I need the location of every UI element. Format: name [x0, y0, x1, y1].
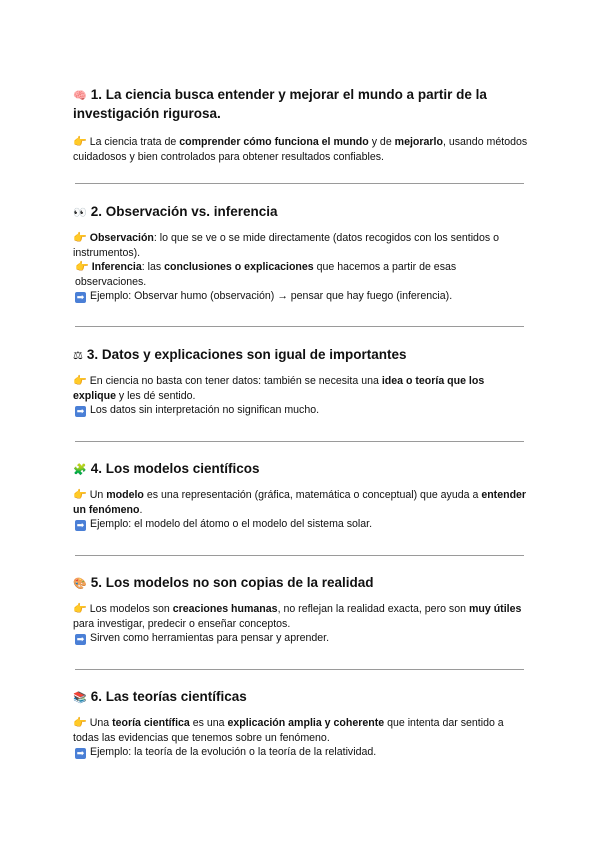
bold-text: mejorarlo [394, 136, 443, 148]
pointing-hand-icon: 👉 [73, 602, 87, 615]
puzzle-piece-icon: 🧩 [73, 463, 87, 476]
right-arrow-icon: ➡ [76, 406, 85, 417]
body-line [73, 488, 528, 517]
text-run: Sirven como herramientas para pensar y aprender. [90, 632, 330, 645]
section-title: 6. Las teorías científicas [90, 689, 247, 704]
text-run: es una [189, 717, 228, 729]
divider [75, 555, 524, 556]
right-arrow-icon: ➡ [76, 292, 85, 303]
text-run: que hacemos a partir de esas observaciones. [75, 261, 457, 288]
text-run: Los datos sin interpretación no significan mucho. [90, 404, 320, 417]
pointing-hand-icon: 👉 [75, 260, 89, 274]
pointing-hand-icon: 👉 [73, 374, 87, 387]
section-body [73, 602, 528, 646]
text-run: es una representación (gráfica, matemática o conceptual) que ayuda a [143, 489, 482, 501]
section-4 [73, 460, 528, 532]
text-run: que intenta dar sentido a todas las evidencias que tenemos sobre un fenómeno. [73, 717, 504, 744]
section-body [73, 374, 528, 418]
example-line [73, 745, 528, 760]
right-arrow-icon: ➡ [76, 634, 85, 645]
section-6 [73, 688, 528, 760]
text-run: para investigar, predecir o enseñar conceptos. [73, 617, 291, 630]
example-line [73, 403, 528, 418]
body-line [73, 602, 528, 631]
right-arrow-icon: ➡ [76, 748, 85, 759]
section-body [73, 488, 528, 532]
section-5 [73, 574, 528, 646]
text-run: y les dé sentido. [115, 389, 196, 402]
bold-text: idea o teoría que los explique [73, 375, 485, 402]
text-run: , usando métodos cuidadosos y bien controlados para obtener resultados confiables. [73, 136, 528, 163]
section-heading [73, 460, 528, 479]
balance-scale-icon: ⚖ [73, 349, 83, 362]
body-line [73, 135, 528, 164]
section-title: 2. Observación vs. inferencia [90, 204, 278, 219]
body-line [73, 716, 528, 745]
divider [75, 326, 524, 327]
text-run: y de [368, 136, 395, 148]
section-title: 3. Datos y explicaciones son igual de importantes [86, 347, 407, 362]
section-1 [73, 86, 528, 164]
body-line [73, 374, 528, 403]
section-title: 4. Los modelos científicos [90, 461, 260, 476]
divider [75, 441, 524, 442]
text-run: : las [141, 261, 165, 274]
section-heading [73, 688, 528, 707]
right-arrow-icon: ➡ [76, 520, 85, 531]
section-2 [73, 203, 528, 304]
bold-text: Observación [89, 232, 154, 244]
text-run: Los modelos son [89, 603, 173, 615]
example-line [73, 289, 528, 304]
bold-text: creaciones humanas [172, 603, 278, 615]
pointing-hand-icon: 👉 [73, 231, 87, 244]
section-3 [73, 346, 528, 418]
bold-text: modelo [106, 489, 144, 501]
text-run: Una [89, 717, 113, 729]
text-run: En ciencia no basta con tener datos: también se necesita una [89, 375, 382, 387]
example-line [73, 631, 528, 646]
section-body [73, 716, 528, 760]
pointing-hand-icon: 👉 [73, 488, 87, 501]
section-heading [73, 203, 528, 222]
books-icon: 📚 [73, 691, 87, 704]
text-run: Ejemplo: la teoría de la evolución o la teoría de la relatividad. [90, 746, 377, 759]
bold-text: teoría científica [112, 717, 190, 729]
body-line [73, 231, 528, 260]
body-line [73, 260, 528, 289]
section-heading [73, 86, 528, 123]
text-run: Ejemplo: Observar humo (observación) → pensar que hay fuego (inferencia). [90, 290, 453, 303]
example-line [73, 517, 528, 532]
text-run: : lo que se ve o se mide directamente (datos recogidos con los sentidos o instrumentos). [73, 232, 499, 259]
bold-text: entender un fenómeno [73, 489, 527, 516]
bold-text: muy útiles [468, 603, 522, 615]
section-heading [73, 346, 528, 365]
text-run: Un [89, 489, 107, 501]
palette-icon: 🎨 [73, 577, 87, 590]
bold-text: Inferencia [91, 261, 142, 274]
text-run: , no reflejan la realidad exacta, pero son [277, 603, 469, 615]
text-run: . [139, 503, 143, 516]
bold-text: comprender cómo funciona el mundo [179, 136, 369, 148]
section-heading [73, 574, 528, 593]
divider [75, 669, 524, 670]
section-title: 1. La ciencia busca entender y mejorar el mundo a partir de la investigación rigurosa. [73, 87, 487, 121]
eyes-icon: 👀 [73, 206, 87, 219]
bold-text: explicación amplia y coherente [227, 717, 385, 729]
text-run: La ciencia trata de [89, 136, 180, 148]
brain-icon: 🧠 [73, 89, 87, 102]
section-body [73, 231, 528, 304]
pointing-hand-icon: 👉 [73, 716, 87, 729]
divider [75, 183, 524, 184]
pointing-hand-icon: 👉 [73, 135, 87, 148]
bold-text: conclusiones o explicaciones [164, 261, 314, 274]
section-title: 5. Los modelos no son copias de la realidad [90, 575, 374, 590]
section-body [73, 135, 528, 164]
text-run: Ejemplo: el modelo del átomo o el modelo del sistema solar. [90, 518, 373, 531]
